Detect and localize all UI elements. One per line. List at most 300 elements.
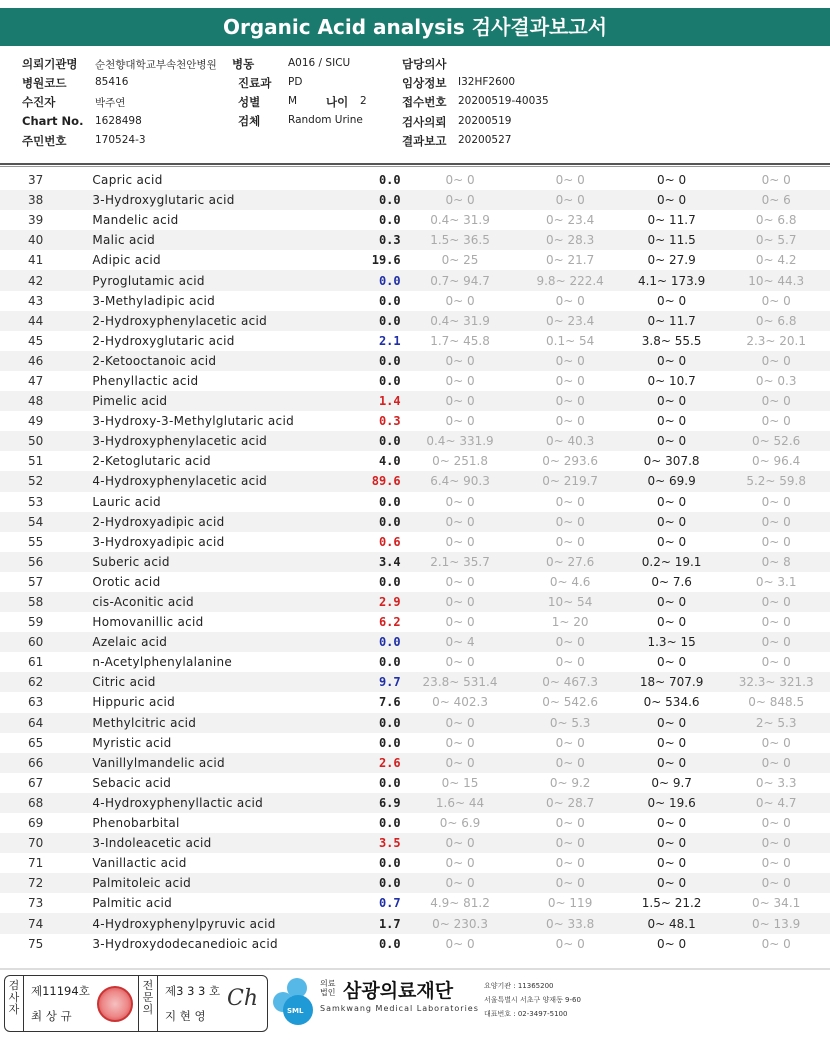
reference-range-4: 0~ 52.6: [722, 431, 830, 451]
reference-range-4: 0~ 6.8: [755, 213, 797, 228]
org-prefix: 의료법인: [320, 979, 336, 997]
reference-range-3: 0~ 10.7: [647, 373, 696, 388]
doctor-label: 담당의사: [402, 57, 447, 71]
row-number: 70: [0, 833, 92, 853]
reference-range-1: 0~ 0: [401, 873, 520, 893]
row-number: 41: [28, 253, 44, 268]
reference-range-4: 5.2~ 59.8: [722, 471, 830, 491]
reference-range-2: 0~ 0: [555, 373, 585, 388]
reference-range-1: 0.4~ 331.9: [401, 431, 520, 451]
reference-range-1: 2.1~ 35.7: [401, 552, 520, 572]
result-value: 1.4: [347, 391, 401, 411]
reference-range-1: 0.4~ 31.9: [430, 213, 490, 228]
reference-range-3: 0~ 69.9: [621, 471, 722, 491]
reference-range-1: 0~ 0: [401, 391, 520, 411]
reference-range-2: 0~ 0: [555, 494, 585, 509]
table-row: [0, 411, 830, 431]
row-number: 53: [28, 494, 44, 509]
age-label: 나이: [326, 95, 349, 109]
reference-range-2: 0~ 27.6: [519, 552, 620, 572]
specialist-label: 전문의: [142, 979, 154, 1016]
reference-range-3: 0~ 48.1: [621, 913, 722, 933]
reference-range-1: 1.5~ 36.5: [401, 230, 520, 250]
result-value: 0.3: [347, 230, 401, 250]
table-row: [0, 793, 830, 813]
patient-header: [0, 54, 830, 164]
info-address: 서울특별시 서초구 양재동 9-60: [484, 996, 581, 1004]
reference-range-2: 0~ 0: [555, 173, 585, 188]
row-number: 58: [0, 592, 92, 612]
row-number: 44: [0, 311, 92, 331]
reference-range-1: 0~ 0: [445, 293, 475, 308]
result-value: 0.0: [347, 713, 401, 733]
table-row: [0, 431, 830, 451]
reference-range-1: 0~ 0: [445, 856, 475, 871]
reference-range-2: 0~ 0: [555, 856, 585, 871]
result-value: 0.7: [378, 896, 401, 911]
acid-name: 2-Hydroxyphenylacetic acid: [92, 311, 346, 331]
result-value: 1.7: [347, 913, 401, 933]
reference-range-1: 0~ 0: [401, 512, 520, 532]
reference-range-4: 0~ 0: [722, 351, 830, 371]
reference-range-1: 0~ 0: [445, 655, 475, 670]
reference-range-3: 0~ 0: [621, 190, 722, 210]
report-title: Organic Acid analysis 검사결과보고서: [0, 8, 830, 46]
reference-range-2: 0~ 0: [555, 534, 585, 549]
specialist-license: 제3 3 3 호: [165, 984, 221, 998]
acid-name: Citric acid: [92, 672, 346, 692]
reference-range-2: 0~ 0: [555, 816, 585, 831]
acid-name: Phenobarbital: [92, 816, 180, 831]
result-value: 2.9: [347, 592, 401, 612]
reference-range-3: 0~ 0: [621, 873, 722, 893]
result-value: 3.5: [347, 833, 401, 853]
reference-range-1: 1.6~ 44: [401, 793, 520, 813]
row-number: 71: [28, 856, 44, 871]
acid-name: Homovanillic acid: [92, 615, 204, 630]
reference-range-2: 0~ 4.6: [549, 574, 591, 589]
reference-range-3: 0~ 7.6: [651, 574, 692, 589]
footer-divider: [0, 968, 830, 970]
table-row: [0, 471, 830, 491]
row-number: 61: [28, 655, 44, 670]
acid-name: Vanillactic acid: [92, 856, 187, 871]
acid-name: cis-Aconitic acid: [92, 592, 346, 612]
acid-name: Phenyllactic acid: [92, 373, 199, 388]
row-number: 50: [0, 431, 92, 451]
reference-range-3: 0~ 0: [621, 431, 722, 451]
reference-range-4: 0~ 0: [722, 833, 830, 853]
reference-range-1: 0~ 4: [401, 632, 520, 652]
sex-value: M: [288, 95, 298, 107]
reference-range-1: 0~ 0: [445, 615, 475, 630]
table-row: [0, 612, 830, 632]
reference-range-3: 0~ 0: [621, 713, 722, 733]
org-name: 삼광의료재단: [343, 980, 454, 1002]
chart-value: 1628498: [95, 115, 142, 127]
table-row: [0, 813, 830, 833]
reference-range-2: 0~ 23.4: [546, 213, 595, 228]
reference-range-3: 0~ 0: [657, 856, 687, 871]
table-row: [0, 652, 830, 672]
result-value: 0.0: [378, 775, 401, 790]
reference-range-4: 0~ 0: [722, 873, 830, 893]
table-row: [0, 250, 830, 270]
reference-range-2: 0~ 0: [519, 873, 620, 893]
reference-range-3: 0~ 11.7: [647, 213, 696, 228]
reference-range-1: 0~ 0: [445, 494, 475, 509]
acid-name: Suberic acid: [92, 552, 346, 572]
result-value: 0.0: [347, 351, 401, 371]
table-row: [0, 592, 830, 612]
result-value: 0.0: [378, 856, 401, 871]
result-value: 4.0: [378, 454, 401, 469]
table-row: [0, 913, 830, 933]
acid-name: Azelaic acid: [92, 632, 346, 652]
row-number: 69: [28, 816, 44, 831]
reference-range-1: 0~ 0: [445, 574, 475, 589]
patient-value: 박주연: [95, 97, 126, 109]
reference-range-2: 10~ 54: [519, 592, 620, 612]
acid-name: Capric acid: [92, 173, 163, 188]
reference-range-1: 0~ 0: [401, 753, 520, 773]
ward-value: A016 / SICU: [288, 57, 351, 69]
reference-range-4: 32.3~ 321.3: [722, 672, 830, 692]
acid-name: 3-Methyladipic acid: [92, 293, 216, 308]
result-value: 0.0: [378, 574, 401, 589]
reference-range-1: 0~ 0: [401, 713, 520, 733]
acid-name: 3-Hydroxyphenylacetic acid: [92, 431, 346, 451]
result-value: 0.0: [347, 190, 401, 210]
reference-range-4: 0~ 0: [761, 735, 791, 750]
report-date-value: 20200527: [458, 134, 512, 146]
result-value: 0.0: [378, 816, 401, 831]
reference-range-3: 18~ 707.9: [621, 672, 722, 692]
table-row: [0, 934, 830, 954]
hospital-code-value: 85416: [95, 76, 129, 88]
reference-range-2: 0~ 119: [547, 896, 593, 911]
table-row: [0, 893, 830, 913]
clinical-value: I32HF2600: [458, 76, 516, 88]
reference-range-2: 0~ 23.4: [519, 311, 620, 331]
reference-range-2: 0~ 0: [519, 351, 620, 371]
result-value: 0.0: [378, 213, 401, 228]
table-row: [0, 270, 830, 290]
result-value: 0.0: [347, 431, 401, 451]
reference-range-4: 0~ 0: [761, 856, 791, 871]
reference-range-2: 0~ 0: [555, 293, 585, 308]
reference-range-4: 0~ 0: [761, 414, 791, 429]
id-value: 170524-3: [95, 134, 146, 146]
logo-text: SML: [287, 1007, 304, 1015]
result-value: 6.2: [378, 615, 401, 630]
acid-name: 4-Hydroxyphenylacetic acid: [92, 471, 346, 491]
reference-range-3: 0~ 307.8: [643, 454, 700, 469]
header-divider: [0, 163, 830, 165]
org-english: Samkwang Medical Laboratories: [320, 1004, 479, 1013]
reference-range-3: 1.3~ 15: [621, 632, 722, 652]
reference-range-4: 2.3~ 20.1: [746, 333, 806, 348]
row-number: 74: [0, 913, 92, 933]
reference-range-2: 0~ 0: [519, 512, 620, 532]
reference-range-3: 0.2~ 19.1: [621, 552, 722, 572]
reference-range-4: 0~ 848.5: [748, 695, 805, 710]
reference-range-4: 0~ 0.3: [755, 373, 797, 388]
reference-range-2: 0~ 28.7: [519, 793, 620, 813]
row-number: 39: [28, 213, 44, 228]
acid-name: Malic acid: [92, 230, 346, 250]
reference-range-3: 0~ 0: [621, 351, 722, 371]
row-number: 46: [0, 351, 92, 371]
hospital-code-label: 병원코드: [22, 76, 67, 90]
reference-range-2: 0~ 0: [555, 414, 585, 429]
result-value: 2.6: [347, 753, 401, 773]
reference-range-2: 0~ 0: [519, 190, 620, 210]
institution-label: 의뢰기관명: [22, 57, 78, 71]
result-value: 0.0: [347, 311, 401, 331]
age-value: 2: [360, 95, 367, 107]
reference-range-4: 0~ 96.4: [752, 454, 801, 469]
tester-label: 검사자: [8, 979, 20, 1016]
reference-range-4: 0~ 4.7: [722, 793, 830, 813]
row-number: 73: [28, 896, 44, 911]
reference-range-4: 0~ 0: [722, 391, 830, 411]
acid-name: Pyroglutamic acid: [92, 270, 346, 290]
acid-name: n-Acetylphenylalanine: [92, 655, 233, 670]
header-divider-thin: [0, 166, 830, 167]
row-number: 38: [0, 190, 92, 210]
table-row: [0, 853, 830, 873]
acid-name: Mandelic acid: [92, 213, 179, 228]
official-seal-icon: [97, 986, 133, 1022]
table-row: [0, 532, 830, 552]
reference-range-4: 0~ 0: [761, 816, 791, 831]
reference-range-3: 0~ 0: [657, 173, 687, 188]
request-value: 20200519: [458, 115, 512, 127]
institution-value: 순천향대학교부속천안병원: [95, 59, 217, 71]
reference-range-1: 23.8~ 531.4: [401, 672, 520, 692]
table-row: [0, 672, 830, 692]
clinical-label: 임상정보: [402, 76, 447, 90]
table-row: [0, 170, 830, 190]
acid-name: Sebacic acid: [92, 775, 172, 790]
reference-range-2: 0~ 0: [555, 936, 585, 951]
reference-range-2: 0.1~ 54: [546, 333, 595, 348]
row-number: 67: [28, 775, 44, 790]
reference-range-2: 0~ 28.3: [519, 230, 620, 250]
table-row: [0, 492, 830, 512]
row-number: 75: [28, 936, 44, 951]
result-value: 0.6: [378, 534, 401, 549]
row-number: 54: [0, 512, 92, 532]
info-phone: 대표번호 : 02-3497-5100: [484, 1010, 568, 1018]
reference-range-4: 0~ 6.8: [722, 311, 830, 331]
row-number: 68: [0, 793, 92, 813]
reference-range-3: 0~ 0: [621, 592, 722, 612]
reference-range-3: 3.8~ 55.5: [641, 333, 702, 348]
row-number: 51: [28, 454, 44, 469]
specialist-name: 지 현 영: [165, 1009, 206, 1023]
reference-range-4: 0~ 0: [761, 655, 791, 670]
reference-range-3: 0~ 9.7: [651, 775, 692, 790]
reference-range-2: 0~ 21.7: [546, 253, 595, 268]
reference-range-2: 0~ 542.6: [542, 695, 599, 710]
result-value: 0.0: [347, 632, 401, 652]
reference-range-1: 0~ 0: [445, 534, 475, 549]
row-number: 66: [0, 753, 92, 773]
signature-box: [4, 975, 268, 1032]
acid-name: 2-Ketooctanoic acid: [92, 351, 346, 371]
result-value: 0.0: [347, 270, 401, 290]
reference-range-1: 0.4~ 31.9: [401, 311, 520, 331]
reference-range-2: 9.8~ 222.4: [519, 270, 620, 290]
reference-range-4: 0~ 3.1: [755, 574, 797, 589]
result-value: 0.0: [378, 173, 401, 188]
row-number: 65: [28, 735, 44, 750]
acid-name: Methylcitric acid: [92, 713, 346, 733]
reference-range-1: 6.4~ 90.3: [401, 471, 520, 491]
acid-name: 4-Hydroxyphenyllactic acid: [92, 793, 346, 813]
row-number: 72: [0, 873, 92, 893]
reference-range-2: 0~ 0: [519, 391, 620, 411]
reference-range-4: 0~ 0: [761, 615, 791, 630]
row-number: 49: [28, 414, 44, 429]
result-value: 0.0: [347, 512, 401, 532]
reference-range-4: 0~ 0: [722, 512, 830, 532]
reference-range-3: 0~ 11.5: [621, 230, 722, 250]
result-value: 3.4: [347, 552, 401, 572]
reference-range-3: 0~ 27.9: [647, 253, 696, 268]
table-row: [0, 230, 830, 250]
acid-name: Adipic acid: [92, 253, 161, 268]
result-value: 7.6: [378, 695, 401, 710]
reference-range-3: 0~ 0: [657, 936, 687, 951]
table-row: [0, 190, 830, 210]
acid-name: 3-Indoleacetic acid: [92, 833, 346, 853]
reference-range-1: 0~ 0: [445, 373, 475, 388]
reference-range-3: 0~ 0: [657, 735, 687, 750]
row-number: 56: [0, 552, 92, 572]
reference-range-3: 0~ 0: [621, 833, 722, 853]
acid-name: Palmitic acid: [92, 896, 173, 911]
tester-license: 제11194호: [31, 984, 90, 998]
reference-range-3: 0~ 0: [657, 615, 687, 630]
sex-label: 성별: [238, 95, 261, 109]
reference-range-4: 0~ 0: [761, 293, 791, 308]
result-value: 89.6: [347, 471, 401, 491]
row-number: 43: [28, 293, 44, 308]
reference-range-2: 0~ 5.3: [519, 713, 620, 733]
table-row: [0, 512, 830, 532]
acid-name: Hippuric acid: [92, 695, 176, 710]
reference-range-4: 0~ 3.3: [755, 775, 797, 790]
result-value: 0.0: [347, 873, 401, 893]
reference-range-3: 0~ 0: [621, 391, 722, 411]
patient-label: 수진자: [22, 95, 56, 109]
reference-range-3: 0~ 0: [657, 414, 687, 429]
reference-range-2: 0~ 9.2: [549, 775, 591, 790]
reference-range-3: 0~ 0: [621, 753, 722, 773]
reference-range-1: 0~ 0: [445, 414, 475, 429]
reference-range-4: 0~ 0: [761, 534, 791, 549]
reference-range-4: 0~ 0: [761, 936, 791, 951]
reference-range-4: 0~ 0: [722, 592, 830, 612]
acid-name: Pimelic acid: [92, 391, 346, 411]
reference-range-1: 0~ 15: [441, 775, 479, 790]
row-number: 45: [28, 333, 44, 348]
reference-range-4: 0~ 8: [722, 552, 830, 572]
reference-range-1: 0~ 0: [401, 351, 520, 371]
table-row: [0, 210, 830, 230]
table-row: [0, 572, 830, 592]
reference-range-4: 2~ 5.3: [722, 713, 830, 733]
results-table: [0, 170, 830, 954]
reference-range-2: 0~ 40.3: [519, 431, 620, 451]
acid-name: 4-Hydroxyphenylpyruvic acid: [92, 913, 346, 933]
reference-range-1: 0~ 402.3: [432, 695, 488, 710]
row-number: 57: [28, 574, 44, 589]
id-label: 주민번호: [22, 134, 67, 148]
tester-name: 최 상 규: [31, 1009, 72, 1023]
reference-range-1: 0~ 0: [401, 592, 520, 612]
reference-range-2: 0~ 0: [519, 833, 620, 853]
reference-range-1: 0~ 6.9: [439, 816, 481, 831]
dept-label: 진료과: [238, 76, 272, 90]
result-value: 0.0: [378, 655, 401, 670]
report-date-label: 결과보고: [402, 134, 447, 148]
result-value: 2.1: [378, 333, 401, 348]
reference-range-3: 0~ 534.6: [643, 695, 700, 710]
row-number: 55: [28, 534, 44, 549]
result-value: 0.0: [378, 936, 401, 951]
info-code: 요양기관 : 11365200: [484, 982, 554, 990]
signature-icon: Ch: [227, 986, 259, 1011]
result-value: 0.0: [378, 373, 401, 388]
reference-range-3: 0~ 11.7: [621, 311, 722, 331]
row-number: 59: [28, 615, 44, 630]
specimen-value: Random Urine: [288, 114, 363, 126]
reference-range-2: 0~ 0: [555, 735, 585, 750]
table-row: [0, 753, 830, 773]
row-number: 48: [0, 391, 92, 411]
reference-range-1: 0~ 0: [401, 190, 520, 210]
table-row: [0, 331, 830, 351]
acid-name: 3-Hydroxyglutaric acid: [92, 190, 346, 210]
table-row: [0, 733, 830, 753]
result-value: 0.3: [378, 414, 401, 429]
acid-name: 2-Ketoglutaric acid: [92, 454, 211, 469]
table-row: [0, 291, 830, 311]
reference-range-2: 0~ 219.7: [519, 471, 620, 491]
reference-range-3: 0~ 19.6: [621, 793, 722, 813]
reference-range-3: 0~ 0: [657, 494, 687, 509]
row-number: 40: [0, 230, 92, 250]
receipt-label: 접수번호: [402, 95, 447, 109]
chart-label: Chart No.: [22, 114, 84, 128]
reference-range-1: 4.9~ 81.2: [430, 896, 490, 911]
result-value: 0.0: [378, 494, 401, 509]
table-row: [0, 632, 830, 652]
reference-range-1: 0.7~ 94.7: [401, 270, 520, 290]
reference-range-4: 0~ 34.1: [752, 896, 801, 911]
reference-range-2: 0~ 33.8: [519, 913, 620, 933]
reference-range-4: 0~ 13.9: [722, 913, 830, 933]
row-number: 64: [0, 713, 92, 733]
reference-range-4: 0~ 4.2: [755, 253, 797, 268]
reference-range-4: 0~ 0: [761, 173, 791, 188]
reference-range-3: 1.5~ 21.2: [641, 896, 702, 911]
reference-range-4: 10~ 44.3: [722, 270, 830, 290]
